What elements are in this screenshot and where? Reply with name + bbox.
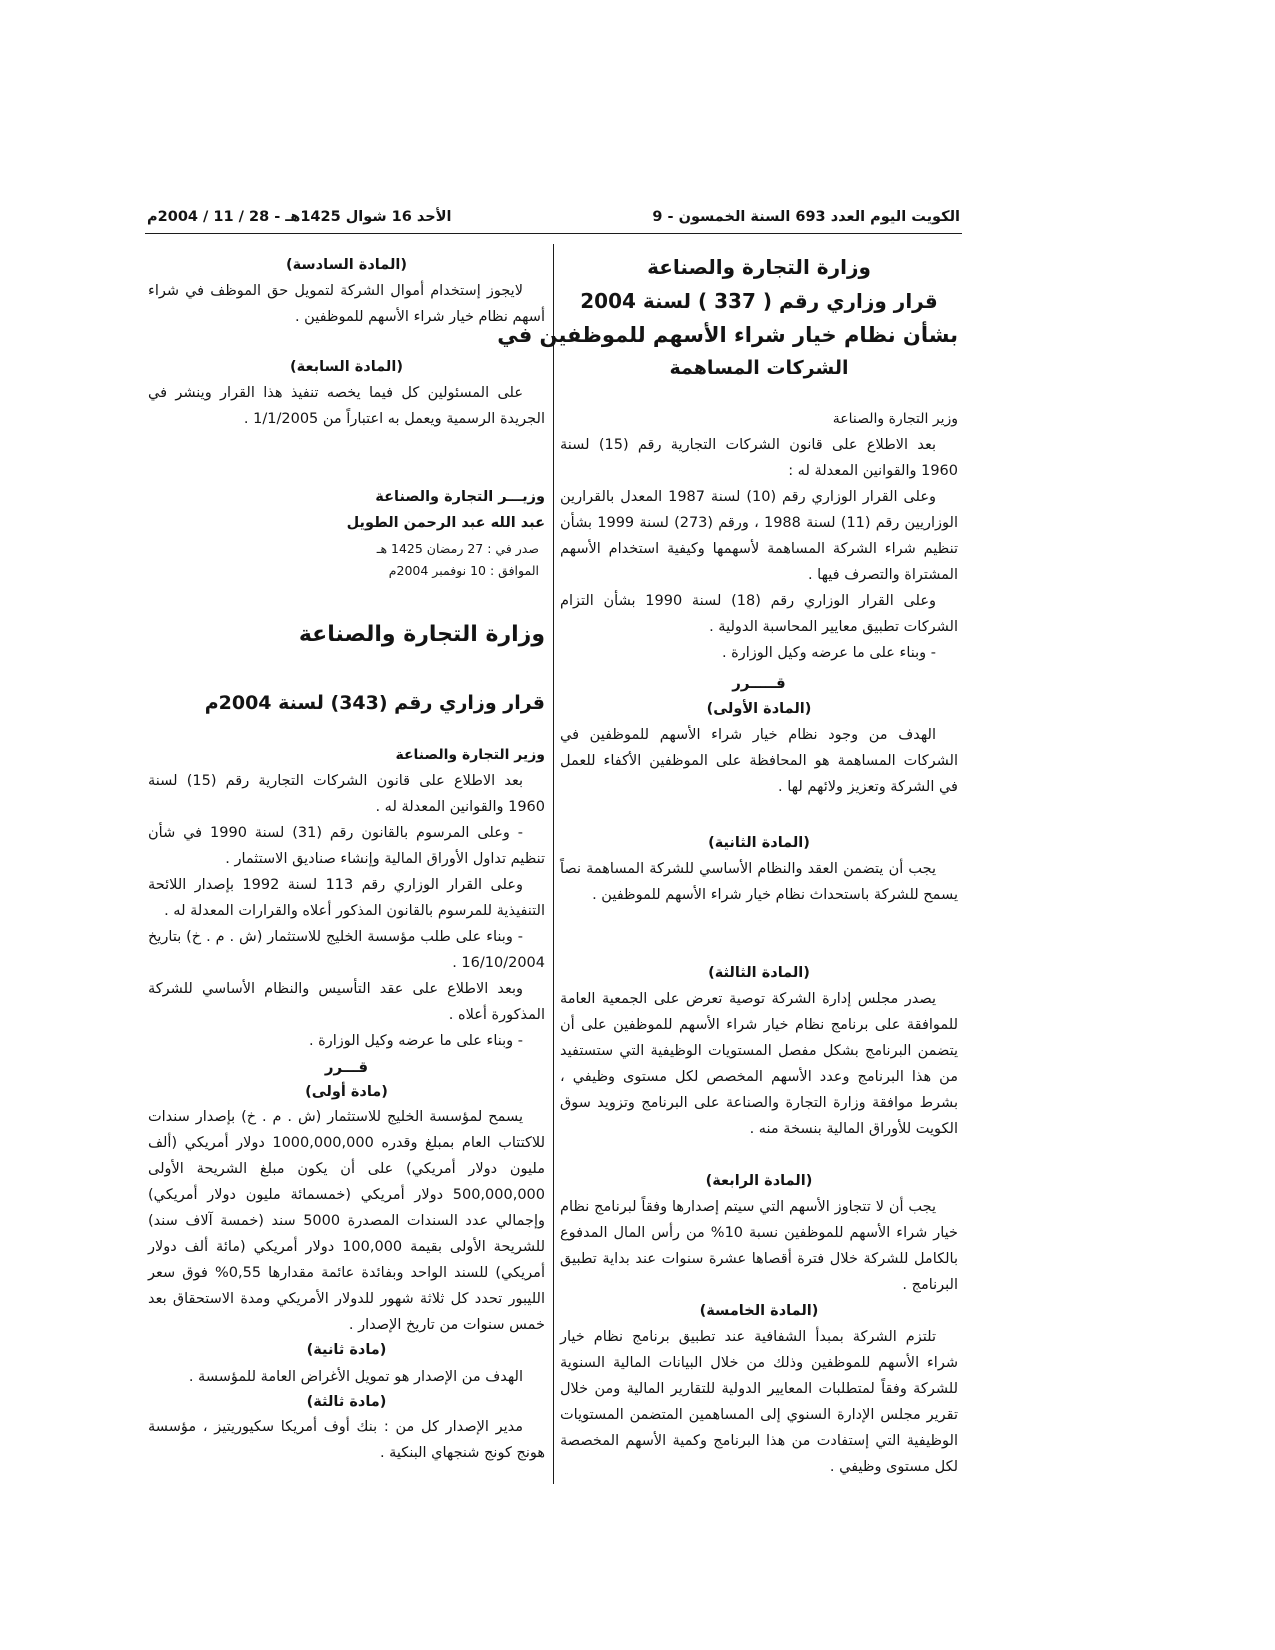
decision-343-preamble-5: وبعد الاطلاع على عقد التأسيس والنظام الأساسي للشركة المذكورة أعلاه . (148, 981, 545, 1023)
header-date: الأحد 16 شوال 1425هـ - 28 / 11 / 2004م (147, 209, 452, 225)
article-1-heading: (المادة الأولى) (706, 701, 812, 717)
right-column (497, 250, 958, 1480)
decision-337-decided: قـــــرر (732, 674, 786, 692)
signature-title: وزيـــر التجارة والصناعة (375, 489, 545, 505)
decision-337-preamble-4: - وبناء على ما عرضه وكيل الوزارة . (721, 645, 936, 661)
decision-337-preamble-3: وعلى القرار الوزاري رقم (18) لسنة 1990 بشأن التزام الشركات تطبيق معايير المحاسبة الدولية . (560, 593, 958, 635)
decision-337-ministry: وزارة التجارة والصناعة (647, 255, 871, 279)
left-column (148, 250, 545, 1466)
decision-337-subject-line-1: بشأن نظام خيار شراء الأسهم للموظفين في (497, 323, 958, 347)
header-issue-info: الكويت اليوم العدد 693 السنة الخمسون - 9 (652, 209, 960, 225)
decision-343-preamble-2: - وعلى المرسوم بالقانون رقم (31) لسنة 1990 في شأن تنظيم تداول الأوراق المالية وإنشاء صناديق الاستثمار . (148, 825, 545, 867)
decision-343-preamble-6: - وبناء على ما عرضه وكيل الوزارة . (308, 1033, 523, 1049)
article-3-text: يصدر مجلس إدارة الشركة توصية تعرض على الجمعية العامة للموافقة على برنامج نظام خيار شراء الأسهم للموظفين على أن يتضمن البرنامج بشكل مفصل المستويات الوظيفية التي ستستفيد من هذا البرنامج وعدد الأسهم المخصص لكل مستوى وظيفي ، بشرط موافقة وزارة التجارة والصناعة على البرنامج وتزويد سوق الكويت للأوراق المالية بنسخة منه . (560, 991, 958, 1137)
decision-343-article-3-text: مدير الإصدار كل من : بنك أوف أمريكا سكيوريتيز ، مؤسسة هونج كونج شنجهاي البنكية . (148, 1419, 545, 1461)
decision-343-issuer: وزير التجارة والصناعة (395, 747, 545, 763)
corresponding-date: الموافق : 10 نوفمبر 2004م (388, 563, 539, 578)
decision-343-preamble-1: بعد الاطلاع على قانون الشركات التجارية رقم (15) لسنة 1960 والقوانين المعدلة له . (148, 773, 545, 815)
issued-date: صدر في : 27 رمضان 1425 هـ (376, 541, 539, 556)
decision-343-preamble-3: وعلى القرار الوزاري رقم 113 لسنة 1992 بإصدار اللائحة التنفيذية للمرسوم بالقانون المذكور أعلاه والقرارات المعدلة له . (148, 877, 545, 919)
decision-343-title: قرار وزاري رقم (343) لسنة 2004م (204, 692, 545, 714)
decision-343-article-3-heading: (مادة ثالثة) (306, 1394, 387, 1410)
decision-337-title: قرار وزاري رقم ( 337 ) لسنة 2004 (580, 289, 938, 313)
article-6-heading: (المادة السادسة) (286, 257, 407, 273)
decision-337-preamble-1: بعد الاطلاع على قانون الشركات التجارية رقم (15) لسنة 1960 والقوانين المعدلة له : (560, 437, 958, 479)
decision-343-article-2-heading: (مادة ثانية) (306, 1342, 387, 1358)
decision-343-article-1-heading: (مادة أولى) (305, 1084, 388, 1100)
decision-337-issuer: وزير التجارة والصناعة (832, 411, 958, 427)
article-5-heading: (المادة الخامسة) (699, 1303, 819, 1319)
column-divider (553, 244, 554, 1484)
decision-343-decided: قـــرر (324, 1058, 369, 1076)
article-2-text: يجب أن يتضمن العقد والنظام الأساسي للشركة المساهمة نصاً يسمح للشركة باستحداث نظام خيار شراء الأسهم للموظفين . (560, 861, 958, 903)
article-2-heading: (المادة الثانية) (708, 835, 810, 851)
decision-337-subject-line-2: الشركات المساهمة (669, 357, 849, 379)
decision-337-preamble-2: وعلى القرار الوزاري رقم (10) لسنة 1987 المعدل بالقرارين الوزاريين رقم (11) لسنة 1988 ، ورقم (273) لسنة 1999 بشأن تنظيم شراء الشركة المساهمة لأسهمها وكيفية استخدام الأسهم المشتراة والتصرف فيها . (560, 489, 958, 583)
article-7-text: على المسئولين كل فيما يخصه تنفيذ هذا القرار وينشر في الجريدة الرسمية ويعمل به اعتباراً من 1/1/2005 . (148, 385, 545, 427)
article-7-heading: (المادة السابعة) (290, 359, 403, 375)
article-6-text: لايجوز إستخدام أموال الشركة لتمويل حق الموظف في شراء أسهم نظام خيار شراء الأسهم للموظفين . (148, 283, 545, 325)
article-1-text: الهدف من وجود نظام خيار شراء الأسهم للموظفين في الشركات المساهمة هو المحافظة على الموظفين الأكفاء للعمل في الشركة وتعزيز ولائهم لها . (560, 727, 958, 795)
decision-343-article-1-text: يسمح لمؤسسة الخليج للاستثمار (ش . م . خ) بإصدار سندات للاكتتاب العام بمبلغ وقدره 1000,000,000 دولار أمريكي (ألف مليون دولار أمريكي) على أن يكون مبلغ الشريحة الأولى 500,000,000 دولار أمريكي (خمسمائة مليون دولار أمريكي) وإجمالي عدد السندات المصدرة 5000 سند (خمسة آلاف سند) للشريحة الأولى بقيمة 100,000 دولار أمريكي (مائة ألف دولار أمريكي) للسند الواحد وبفائدة عائمة مقدارها 0,55% فوق سعر الليبور تحدد كل ثلاثة شهور للدولار الأمريكي ومدة الاستحقاق بعد خمس سنوات من تاريخ الإصدار . (148, 1109, 545, 1333)
article-4-heading: (المادة الرابعة) (705, 1173, 813, 1189)
decision-343-ministry: وزارة التجارة والصناعة (298, 622, 545, 647)
article-3-heading: (المادة الثالثة) (708, 965, 810, 981)
article-4-text: يجب أن لا تتجاوز الأسهم التي سيتم إصدارها وفقاً لبرنامج نظام خيار شراء الأسهم للموظفين نسبة 10% من رأس المال المدفوع بالكامل للشركة خلال فترة أقصاها عشرة سنوات عند بداية تطبيق البرنامج . (560, 1199, 958, 1293)
header-rule (145, 233, 962, 234)
decision-343-article-2-text: الهدف من الإصدار هو تمويل الأغراض العامة للمؤسسة . (188, 1369, 523, 1385)
decision-343-preamble-4: - وبناء على طلب مؤسسة الخليج للاستثمار (ش . م . خ) بتاريخ 16/10/2004 . (148, 929, 545, 971)
signature-name: عبد الله عبد الرحمن الطويل (346, 515, 545, 531)
article-5-text: تلتزم الشركة بمبدأ الشفافية عند تطبيق برنامج نظام خيار شراء الأسهم للموظفين وذلك من خلال البيانات المالية السنوية للشركة وفقاً لمتطلبات المعايير الدولية للتقارير المالية ومن خلال تقرير مجلس الإدارة السنوي إلى المساهمين المتضمن المستويات الوظيفية التي إستفادت من هذا البرنامج وكمية الأسهم المخصصة لكل مستوى وظيفي . (560, 1329, 958, 1475)
